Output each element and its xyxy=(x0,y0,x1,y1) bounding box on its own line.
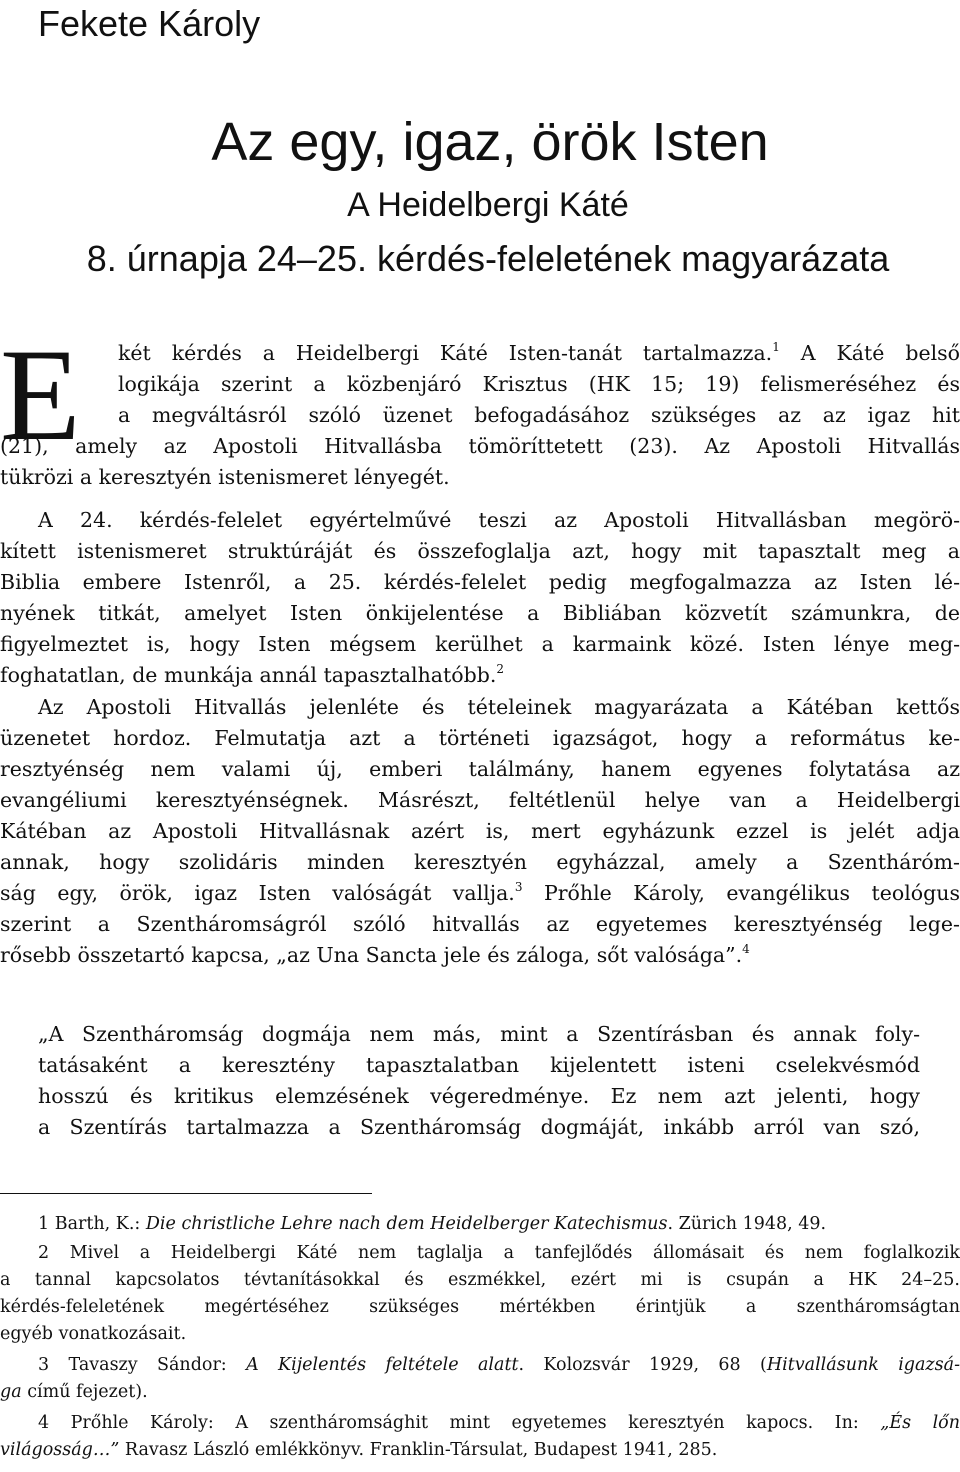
body-line: tükrözi a keresztyén istenismeret lényegét. xyxy=(0,465,450,489)
footnote-italic: világosság…” xyxy=(0,1440,120,1460)
body-line: Az Apostoli Hitvallás jelenléte és tételeinek magyarázata a Kátéban kettős xyxy=(38,695,960,719)
footnote-ref: 2 xyxy=(496,662,505,676)
footnote-line: kérdés-feleletének megértéséhez szükséges mértékben érintjük a szentháromságtan xyxy=(0,1297,960,1317)
body-line: logikája szerint a közbenjáró Krisztus (HK 15; 19) felismeréséhez és xyxy=(118,372,960,396)
author: Fekete Károly xyxy=(38,3,261,44)
footnote-1 xyxy=(38,1211,826,1238)
footnote-ref: 1 xyxy=(772,340,780,354)
footnote-italic: A Kijelentés feltétele alatt xyxy=(246,1355,519,1375)
footnote-number: 2 xyxy=(38,1243,50,1263)
body-text: két kérdés a Heidelbergi Káté Isten-tanát tartalmazza. xyxy=(118,341,773,365)
footnote-line xyxy=(0,1379,148,1406)
body-line xyxy=(0,878,960,909)
page-title: Az egy, igaz, örök Isten xyxy=(211,112,769,172)
footnote-text: Prőhle Károly: A szentháromsághit mint egyetemes keresztyén kapocs. In: xyxy=(49,1413,881,1433)
body-line: evangéliumi keresztyénségnek. Másrészt, feltétlenül helye van a Heidelbergi xyxy=(0,788,960,812)
quote-line: „A Szentháromság dogmája nem más, mint a Szentírásban és annak foly- xyxy=(38,1022,920,1046)
footnote-text: . Kolozsvár 1929, 68 ( xyxy=(518,1355,767,1375)
footnote-italic: Hitvallásunk igazsá- xyxy=(766,1355,960,1375)
body-text: A Káté belső xyxy=(779,341,960,365)
body-line xyxy=(0,660,504,691)
footnote-text: . Zürich 1948, 49. xyxy=(667,1214,827,1234)
body-line: Kátéban az Apostoli Hitvallásnak azért is, mert egyházunk ezzel is jelét adja xyxy=(0,819,960,843)
footnote-3 xyxy=(38,1352,960,1379)
quote-line: hosszú és kritikus elemzésének végeredménye. Ez nem azt jelenti, hogy xyxy=(38,1084,920,1108)
footnote-text: című fejezet). xyxy=(21,1382,148,1402)
footnote-number: 3 xyxy=(38,1355,50,1375)
footnote-italic: Die christliche Lehre nach dem Heidelberger Katechismus xyxy=(145,1214,668,1234)
body-line: a megváltásról szóló üzenet befogadásához szükséges az az igaz hit xyxy=(118,403,960,427)
footnote-text: Barth, K.: xyxy=(49,1214,146,1234)
footnote-italic: ga xyxy=(0,1382,22,1402)
footnote-number: 1 xyxy=(38,1214,50,1234)
body-text: rősebb összetartó kapcsa, „az Una Sancta jele és záloga, sőt valósága”. xyxy=(0,943,743,967)
footnote-line: a tannal kapcsolatos tévtanításokkal és eszmékkel, ezért mi is csupán a HK 24–25. xyxy=(0,1270,960,1290)
footnote-number: 4 xyxy=(38,1413,50,1433)
footnote-text: Tavaszy Sándor: xyxy=(49,1355,247,1375)
body-line: szerint a Szentháromságról szóló hitvallás az egyetemes keresztyénség lege- xyxy=(0,912,960,936)
drop-cap: E xyxy=(0,321,81,468)
footnote-text: Ravasz László emlékkönyv. Franklin-Társulat, Budapest 1941, 285. xyxy=(119,1440,718,1460)
body-line: kített istenismeret struktúráját és összefoglalja azt, hogy mit tapasztalt meg a xyxy=(0,539,960,563)
body-line: (21), amely az Apostoli Hitvallásba tömöríttetett (23). Az Apostoli Hitvallás xyxy=(0,434,960,458)
quote-line: tatásaként a keresztény tapasztalatban kijelentett isteni cselekvésmód xyxy=(38,1053,920,1077)
body-line xyxy=(0,940,750,971)
quote-line: a Szentírás tartalmazza a Szentháromság dogmáját, inkább arról van szó, xyxy=(38,1115,920,1139)
subtitle: A Heidelbergi Káté xyxy=(347,186,629,224)
subtitle-2: 8. úrnapja 24–25. kérdés-feleletének magyarázata xyxy=(86,238,890,279)
body-line: Biblia embere Istenről, a 25. kérdés-felelet pedig megfogalmazza az Isten lé- xyxy=(0,570,960,594)
body-line: figyelmeztet is, hogy Isten mégsem kerülhet a karmaink közé. Isten lénye meg- xyxy=(0,632,960,656)
body-line: nyének titkát, amelyet Isten önkijelentése a Bibliában közvetít számunkra, de xyxy=(0,601,960,625)
footnote-italic: „És lőn xyxy=(880,1413,960,1433)
footnote-text: Mivel a Heidelbergi Káté nem taglalja a tanfejlődés állomásait és nem foglalkozik xyxy=(49,1243,960,1263)
body-text: Prőhle Károly, evangélikus teológus xyxy=(522,881,960,905)
footnote-rule xyxy=(0,1193,372,1194)
body-text: ság egy, örök, igaz Isten valóságát vallja. xyxy=(0,881,515,905)
body-line xyxy=(118,338,960,369)
body-line: annak, hogy szolidáris minden keresztyén egyházzal, amely a Szentháróm- xyxy=(0,850,960,874)
footnote-line: egyéb vonatkozásait. xyxy=(0,1324,187,1344)
footnote-line xyxy=(0,1437,717,1464)
footnote-2 xyxy=(38,1240,960,1267)
footnote-ref: 3 xyxy=(514,880,523,894)
body-text: foghatatlan, de munkája annál tapasztalhatóbb. xyxy=(0,663,497,687)
footnote-ref: 4 xyxy=(742,942,750,956)
body-line: üzenetet hordoz. Felmutatja azt a történeti igazságot, hogy a református ke- xyxy=(0,726,960,750)
footnote-4 xyxy=(38,1410,960,1437)
body-line: A 24. kérdés-felelet egyértelművé teszi az Apostoli Hitvallásban megörö- xyxy=(38,508,960,532)
body-line: resztyénség nem valami új, emberi találmány, hanem egyenes folytatása az xyxy=(0,757,960,781)
